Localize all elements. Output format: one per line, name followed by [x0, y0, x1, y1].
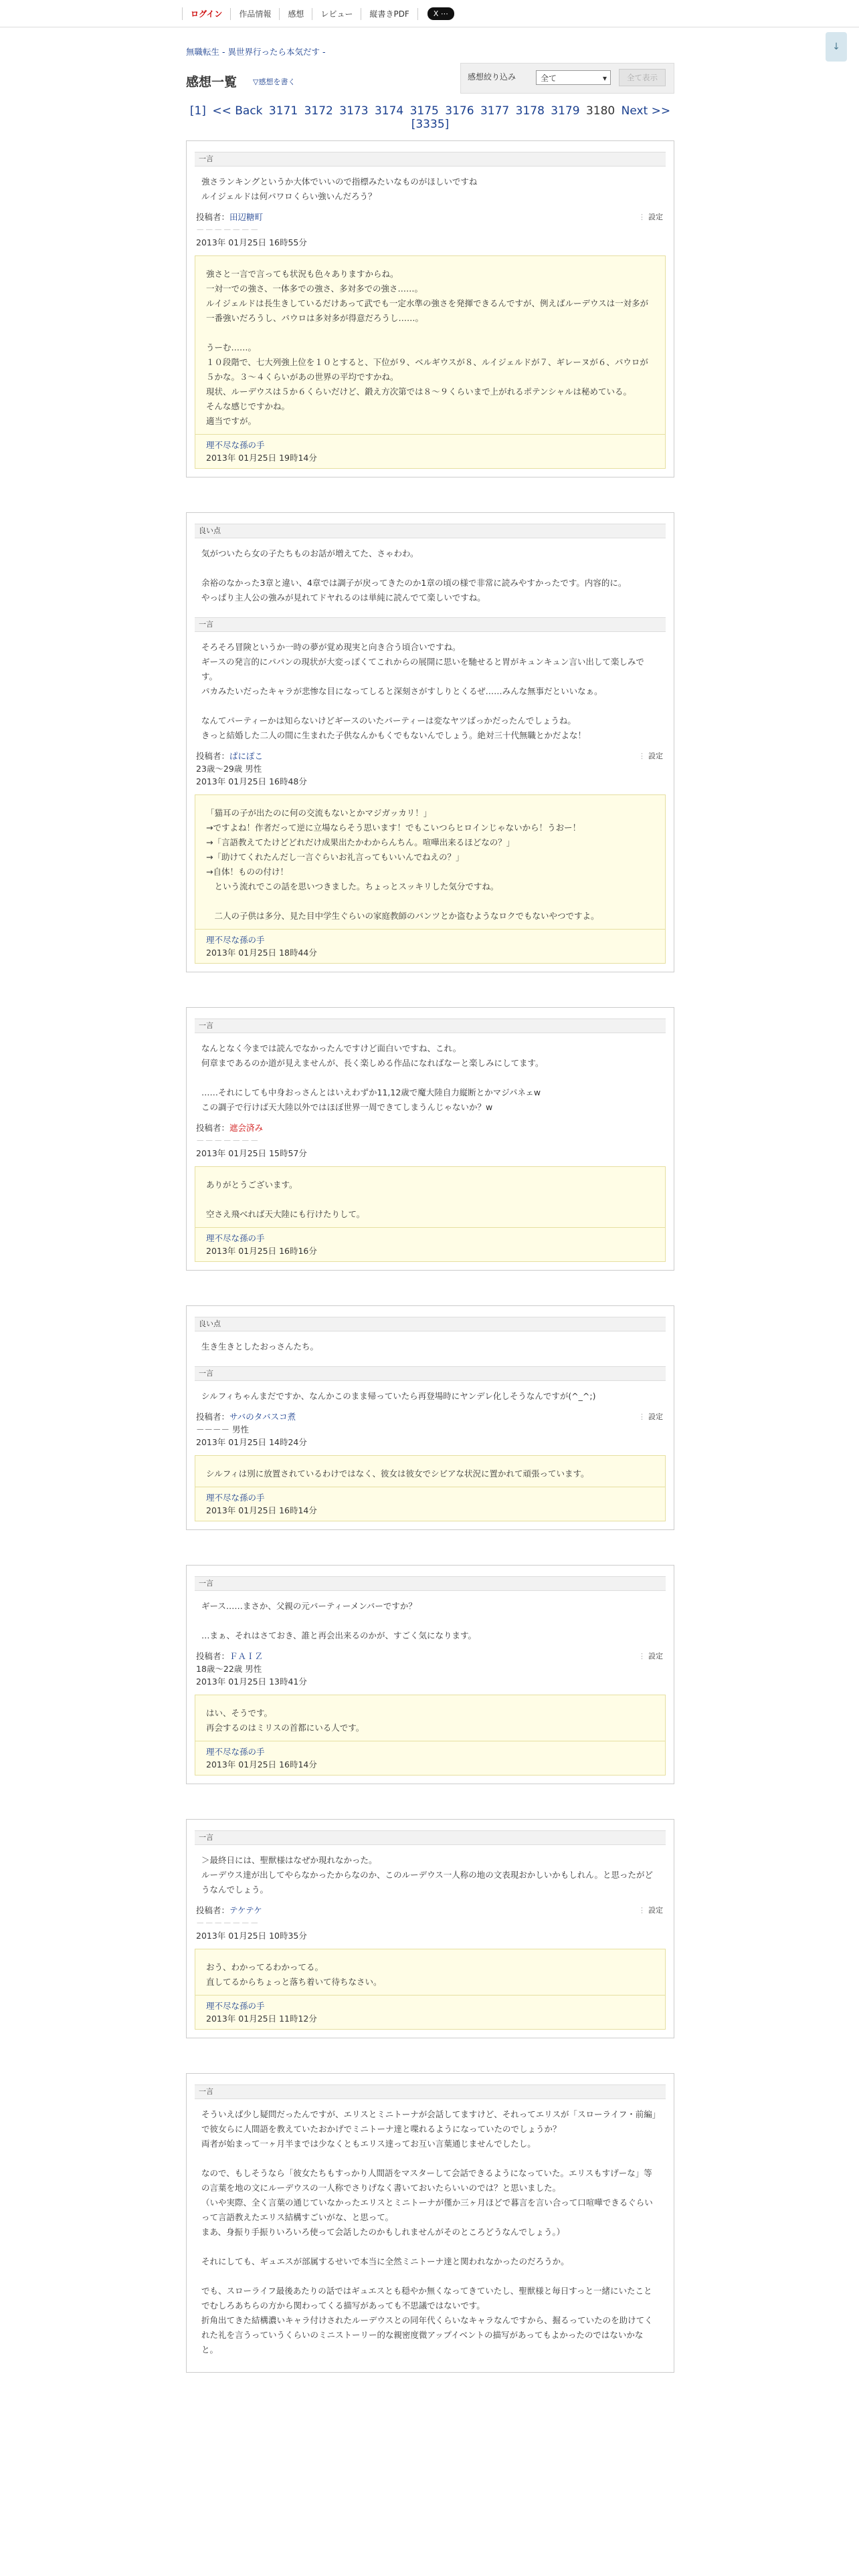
section-header: 良い点	[195, 1317, 666, 1331]
post-date: 2013年 01月25日 13時41分	[196, 1677, 307, 1687]
breadcrumb-tail: -	[320, 47, 326, 57]
review-card	[186, 2073, 674, 2373]
reply-author[interactable]: 理不尽な孫の手	[206, 440, 265, 450]
page-header	[186, 60, 674, 96]
pager-page[interactable]: 3173	[339, 104, 369, 118]
nav-novel-info[interactable]: 作品情報	[231, 8, 280, 20]
author-reply	[195, 1695, 666, 1776]
reply-author[interactable]: 理不尽な孫の手	[206, 1233, 265, 1243]
review-card	[186, 512, 674, 972]
breadcrumb-title-link[interactable]: 異世界行ったら本気だす	[227, 47, 320, 57]
review-text: ＞最終日には、聖獣様はなぜか現れなかった。 ルーデウス達が出してやらなかったからなのか、このルーデウス一人称の地の文表現おかしいかもしれん。と思ったがどうなんでしょう。	[201, 1855, 654, 1895]
section-header: 一言	[195, 1018, 666, 1033]
write-impression-link[interactable]: ▽感想を書く	[253, 78, 296, 86]
poster-profile: －－－－－－－	[196, 1918, 260, 1928]
nav-impressions[interactable]: 感想	[280, 8, 312, 20]
reply-author[interactable]: 理不尽な孫の手	[206, 1747, 265, 1757]
section-header: 一言	[195, 1830, 666, 1845]
poster-label: 投稿者：	[196, 1412, 230, 1422]
author-reply	[195, 1949, 666, 2030]
reply-author[interactable]: 理不尽な孫の手	[206, 1493, 265, 1503]
pager-page[interactable]: 3175	[409, 104, 439, 118]
reply-date: 2013年 01月25日 16時16分	[206, 1246, 317, 1256]
review-card	[186, 1819, 674, 2038]
reply-text: 強さと一言で言っても状況も色々ありますからね。 一対一での強さ、一体多での強さ、多対多での強さ……。 ルイジェルドは長生きしているだけあって武でも一定水準の強さを発揮できるんですが、例えばルーデウスは一対多が一番強いだろうし、パウロは多対多が得意だろうし……。 うーむ……。 １０段階で、七大列強上位を１０とすると、下位が９、ベルギウスが８、ルイジェルドが７、ギレーヌが６、パウロが５かな。３～４くらいがあの世界の平均ですかね。 現状、ルーデウスは５か６くらいだけど、鍛え方次第では８～９くらいまで上がれるポテンシャルは秘めている。 そんな感じですかね。 適当ですが。	[206, 269, 649, 426]
pager-page[interactable]: 3174	[374, 104, 404, 118]
show-all-button[interactable]: 全て表示	[619, 69, 666, 86]
poster-profile: 18歳～22歳 男性	[196, 1664, 262, 1674]
pager-last[interactable]: [3335]	[411, 118, 450, 131]
pager-page[interactable]: 3179	[551, 104, 580, 118]
review-text: 気がついたら女の子たちものお話が増えてた、さゃわわ。 余裕のなかった3章と違い、4章では調子が戻ってきたのか1章の頃の様で非常に読みやすかったです。内容的に。 やっぱり主人公の強みが見れてドヤれるのは単純に読んでて楽しいですね。	[201, 548, 627, 603]
review-text: ギース……まさか、父親の元パーティーメンバーですか？ …まぁ、それはさておき、誰と再会出来るのかが、すごく気になります。	[201, 1601, 477, 1640]
filter-box	[460, 63, 674, 94]
review-text: なんとなく今までは読んでなかったんですけど面白いですね、これ。 何章まであるのか道が見えませんが、長く楽しめる作品になればなーと楽しみにしてます。 ……それにしても中身おっさんとはいえわずか11,12歳で魔大陸自力縦断とかマジパネェw この調子で行けば天大陸以外ではほぼ世界一周できてしまうんじゃないか？w	[201, 1043, 544, 1112]
main-content	[186, 27, 674, 2407]
reply-date: 2013年 01月25日 18時44分	[206, 948, 317, 958]
section-header: 一言	[195, 2084, 666, 2099]
report-menu[interactable]: ⋮ 設定	[638, 211, 663, 223]
reply-footer	[195, 929, 665, 963]
author-reply	[195, 794, 666, 964]
post-date: 2013年 01月25日 14時24分	[196, 1437, 307, 1447]
poster-name[interactable]: ぱにぽこ	[229, 751, 264, 761]
filter-select[interactable]: 全て ▾	[536, 70, 611, 85]
post-date: 2013年 01月25日 10時35分	[196, 1931, 307, 1941]
poster-info	[195, 1121, 666, 1160]
post-date: 2013年 01月25日 16時55分	[196, 237, 307, 247]
poster-info	[195, 1410, 666, 1448]
poster-info	[195, 1904, 666, 1942]
poster-name[interactable]: 田辺糖町	[229, 212, 264, 222]
post-date: 2013年 01月25日 15時57分	[196, 1148, 307, 1158]
poster-name[interactable]: 遮会済み	[229, 1123, 264, 1133]
poster-label: 投稿者：	[196, 1905, 230, 1915]
scroll-down-button[interactable]: ↓	[826, 32, 847, 62]
poster-label: 投稿者：	[196, 1651, 230, 1661]
page-title: 感想一覧	[186, 75, 237, 90]
top-bar	[0, 0, 859, 27]
reply-text: おう、わかってるわかってる。 直してるからちょっと落ち着いて待ちなさい。	[206, 1962, 382, 1987]
pager-page[interactable]: 3171	[268, 104, 298, 118]
breadcrumb-site-link[interactable]: 無職転生	[186, 47, 220, 57]
author-reply	[195, 255, 666, 469]
section-header: 良い点	[195, 524, 666, 538]
reply-date: 2013年 01月25日 11時12分	[206, 2014, 317, 2024]
poster-info	[195, 750, 666, 788]
pager	[186, 104, 674, 131]
review-text: 生き生きとしたおっさんたち。	[201, 1341, 319, 1352]
post-date: 2013年 01月25日 16時48分	[196, 776, 307, 786]
poster-name[interactable]: サバのタバスコ煮	[229, 1412, 296, 1422]
reply-footer	[195, 1995, 665, 2029]
pager-back[interactable]: << Back	[212, 104, 263, 118]
poster-label: 投稿者：	[196, 1123, 230, 1133]
pager-first[interactable]: [1]	[189, 104, 206, 118]
poster-label: 投稿者：	[196, 751, 230, 761]
reply-text: ありがとうございます。 空さえ飛べれば天大陸にも行けたりして。	[206, 1180, 365, 1219]
reply-author[interactable]: 理不尽な孫の手	[206, 935, 265, 945]
section-header: 一言	[195, 152, 666, 167]
poster-name[interactable]: テケテケ	[229, 1905, 262, 1915]
review-card	[186, 140, 674, 477]
poster-profile: －－－－ 男性	[196, 1424, 249, 1434]
review-card	[186, 1007, 674, 1271]
pager-current: 3180	[585, 104, 615, 118]
report-menu[interactable]: ⋮ 設定	[638, 750, 663, 762]
nav-vertical-pdf[interactable]: 縦書きPDF	[361, 8, 417, 20]
nav-reviews[interactable]: レビュー	[312, 8, 361, 20]
section-header: 一言	[195, 1576, 666, 1591]
poster-profile: －－－－－－－	[196, 1136, 260, 1146]
poster-profile: 23歳～29歳 男性	[196, 764, 262, 774]
pager-page[interactable]: 3172	[304, 104, 333, 118]
breadcrumb-separator: -	[219, 47, 228, 57]
reply-footer	[195, 1741, 665, 1775]
reply-date: 2013年 01月25日 16時14分	[206, 1759, 317, 1769]
reply-footer	[195, 434, 665, 468]
x-share-button[interactable]: X ⋯	[427, 7, 454, 20]
pager-page[interactable]: 3176	[445, 104, 474, 118]
reply-text: はい、そうです。 再会するのはミリスの首都にいる人です。	[206, 1708, 365, 1733]
review-card	[186, 1565, 674, 1784]
reply-text: シルフィは別に放置されているわけではなく、彼女は彼女でシビアな状況に置かれて頑張っています。	[206, 1469, 589, 1479]
poster-label: 投稿者：	[196, 212, 230, 222]
poster-profile: －－－－－－－	[196, 225, 260, 235]
reply-footer	[195, 1487, 665, 1521]
poster-name[interactable]: ＦＡＩＺ	[229, 1651, 264, 1661]
report-menu[interactable]: ⋮ 設定	[638, 1410, 663, 1423]
reply-date: 2013年 01月25日 19時14分	[206, 453, 317, 463]
section-header: 一言	[195, 1366, 666, 1381]
pager-page[interactable]: 3178	[515, 104, 545, 118]
login-link[interactable]: ログイン	[183, 8, 231, 20]
author-reply	[195, 1455, 666, 1521]
filter-label: 感想絞り込み	[468, 72, 516, 82]
report-menu[interactable]: ⋮ 設定	[638, 1904, 663, 1917]
reply-text: 「猫耳の子が出たのに何の交流もないとかマジガッカリ！」 →ですよね！作者だって逆に立場ならそう思います！でもこいつらヒロインじゃないから！うおー！ →「言語教えてたけどどれだけ成果出たかわからんちん。喧嘩出来るほどなの？」 →「助けてくれたんだし一言ぐらいお礼言ってもいいんでねえの？」 →自体！ものの付け！ という流れでこの話を思いつきました。ちょっとスッキリした気分ですね。 二人の子供は多分、見た目中学生ぐらいの家庭教師のパンツとか盗むようなロクでもないやつですよ。	[206, 808, 599, 921]
review-text: そろそろ冒険というか一時の夢が覚め現実と向き合う頃合いですね。 ギースの発言的にパパンの現状が大変っぽくてこれからの展開に思いを馳せると胃がキュンキュン言い出して楽しみです。 パカみたいだったキャラが悲惨な目になってしると深刻さがすしりとくるぜ……みんな無事だといいなぁ。 なんてパーティーかは知らないけどギースのいたパーティーは変なヤツばっかだったんでしょうね。 きっと結婚した二人の間に生まれた子供なんかもくでもないんでしょう。絶対三十代無職とかだよな！	[201, 642, 644, 740]
review-text: 強さランキングというか大体でいいので指標みたいなものがほしいですね ルイジェルドは何パワロくらい強いんだろう？	[201, 177, 478, 201]
section-header: 一言	[195, 617, 666, 632]
reply-footer	[195, 1227, 665, 1261]
review-text: シルフィちゃんまだですか、なんかこのまま帰っていたら再登場時にヤンデレ化しそうなんですが(^_^;)	[201, 1391, 596, 1401]
reply-date: 2013年 01月25日 16時14分	[206, 1505, 317, 1515]
author-reply	[195, 1166, 666, 1262]
pager-next[interactable]: Next >>	[621, 104, 671, 118]
review-text: そういえば少し疑問だったんですが、エリスとミニトーナが会話してますけど、それってエリスが「スローライフ・前編」で彼女らに人間語を教えていたおかげでミニトーナ達と喋れるようになっていたのでしょうか？ 両者が始まって一ヶ月半までは少なくともエリス達ってお互い言葉通じませんでしたし。 なので、もしそうなら「彼女たちもすっかり人間語をマスターして会話できるようになっていた。エリスもすげーな」等の言葉を地の文にルーデウスの一人称でさりげなく書いておいたらいいのでは？と思いました。 （いや実際、全く言葉の通じていなかったエリスとミニトーナが僅か三ヶ月ほどで暮言を言い合って口喧嘩できるぐらいって言語教えたエリス結構すごいがな、と思って。 まあ、身振り手振りいろいろ使って会話したのかもしれませんがそのところどうなんでしょう。） それにしても、ギュエスが部属するせいで本当に全然ミニトーナ達と関われなかったのだろうか。 でも、スローライフ最後あたりの話ではギュエスとも穏やか無くなってきていたし、聖獣様と毎日すっと一緒にいたことでむしろあちらの方から関わってくる描写があっても不思議ではないです。 折角出てきた結構濃いキャラ付けされたルーデウスとの同年代くらいなキャラなんですから、掘るっていたのを助けてくれた礼を言うっていうくらいのミニストーリー的な親密度微アップイベントの描写があってもよかったのではないかなと。	[201, 2109, 657, 2355]
reply-author[interactable]: 理不尽な孫の手	[206, 2001, 265, 2011]
review-card	[186, 1305, 674, 1530]
breadcrumb	[186, 45, 674, 58]
pager-page[interactable]: 3177	[480, 104, 510, 118]
top-nav	[182, 7, 454, 20]
report-menu[interactable]: ⋮ 設定	[638, 1650, 663, 1662]
poster-info	[195, 211, 666, 249]
poster-info	[195, 1650, 666, 1688]
